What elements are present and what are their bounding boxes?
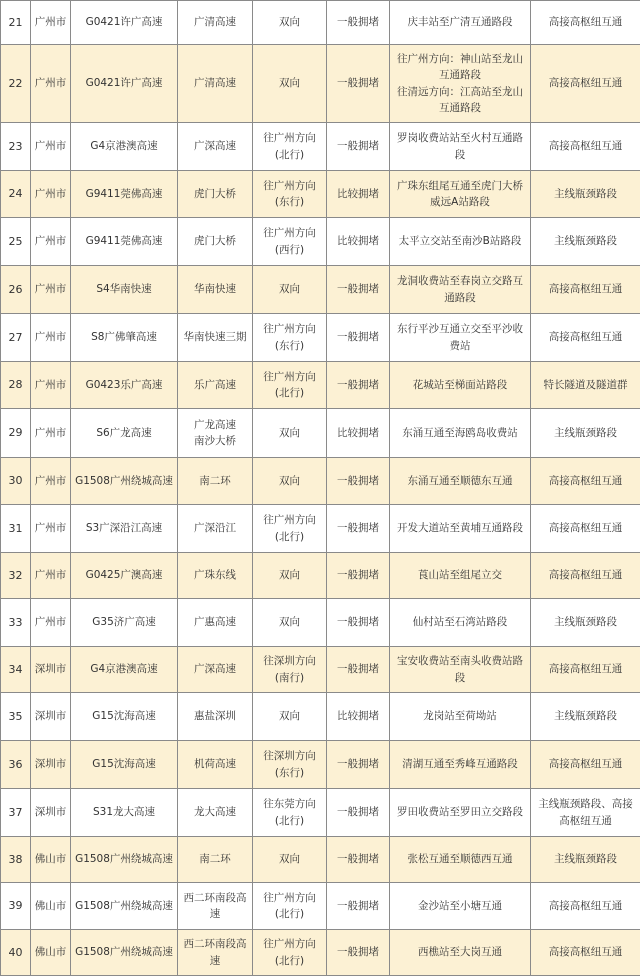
table-row bbox=[1, 741, 640, 789]
table-row bbox=[1, 930, 640, 976]
node-type-cell: 高接高枢纽互通 bbox=[531, 553, 640, 599]
location-cell: 开发大道站至黄埔互通路段 bbox=[390, 505, 531, 553]
node-type-cell: 主线瓶颈路段 bbox=[531, 171, 640, 218]
congestion-level-cell: 一般拥堵 bbox=[327, 505, 390, 553]
row-number: 33 bbox=[1, 599, 31, 647]
node-type-cell: 高接高枢纽互通 bbox=[531, 883, 640, 930]
city-cell: 佛山市 bbox=[31, 883, 71, 930]
table-row bbox=[1, 362, 640, 409]
row-number: 21 bbox=[1, 1, 31, 45]
node-type-cell: 高接高枢纽互通 bbox=[531, 930, 640, 976]
city-cell: 广州市 bbox=[31, 314, 71, 362]
city-cell: 广州市 bbox=[31, 409, 71, 458]
section-name-cell: 惠盐深圳 bbox=[178, 693, 253, 741]
direction-cell: 双向 bbox=[253, 599, 327, 647]
congestion-level-cell: 比较拥堵 bbox=[327, 171, 390, 218]
road-name-cell: S31龙大高速 bbox=[71, 789, 178, 837]
table-row bbox=[1, 266, 640, 314]
location-cell: 东涌互通至海鸥岛收费站 bbox=[390, 409, 531, 458]
direction-cell: 往广州方向 (东行) bbox=[253, 171, 327, 218]
table-row bbox=[1, 409, 640, 458]
road-name-cell: G15沈海高速 bbox=[71, 693, 178, 741]
road-name-cell: S4华南快速 bbox=[71, 266, 178, 314]
direction-cell: 往深圳方向 (南行) bbox=[253, 647, 327, 693]
location-cell: 龙岗站至荷坳站 bbox=[390, 693, 531, 741]
congestion-level-cell: 一般拥堵 bbox=[327, 314, 390, 362]
road-name-cell: G0423乐广高速 bbox=[71, 362, 178, 409]
section-name-cell: 虎门大桥 bbox=[178, 171, 253, 218]
road-name-cell: G0421许广高速 bbox=[71, 45, 178, 123]
section-name-cell: 广清高速 bbox=[178, 45, 253, 123]
direction-cell: 往广州方向 (北行) bbox=[253, 930, 327, 976]
section-name-cell: 南二环 bbox=[178, 837, 253, 883]
node-type-cell: 高接高枢纽互通 bbox=[531, 647, 640, 693]
row-number: 35 bbox=[1, 693, 31, 741]
location-cell: 罗岗收费站站至火村互通路段 bbox=[390, 123, 531, 171]
section-name-cell: 广惠高速 bbox=[178, 599, 253, 647]
congestion-level-cell: 一般拥堵 bbox=[327, 741, 390, 789]
section-name-cell: 西二环南段高速 bbox=[178, 883, 253, 930]
section-name-cell: 华南快速 bbox=[178, 266, 253, 314]
road-name-cell: G0421许广高速 bbox=[71, 1, 178, 45]
row-number: 38 bbox=[1, 837, 31, 883]
section-name-cell: 南二环 bbox=[178, 458, 253, 505]
table-row bbox=[1, 693, 640, 741]
city-cell: 广州市 bbox=[31, 218, 71, 266]
city-cell: 广州市 bbox=[31, 458, 71, 505]
direction-cell: 往深圳方向 (东行) bbox=[253, 741, 327, 789]
road-name-cell: G1508广州绕城高速 bbox=[71, 883, 178, 930]
congestion-level-cell: 比较拥堵 bbox=[327, 693, 390, 741]
location-cell: 仙村站至石湾站路段 bbox=[390, 599, 531, 647]
row-number: 40 bbox=[1, 930, 31, 976]
city-cell: 广州市 bbox=[31, 505, 71, 553]
congestion-level-cell: 一般拥堵 bbox=[327, 45, 390, 123]
congestion-level-cell: 一般拥堵 bbox=[327, 930, 390, 976]
city-cell: 广州市 bbox=[31, 123, 71, 171]
row-number: 24 bbox=[1, 171, 31, 218]
location-cell: 金沙站至小塘互通 bbox=[390, 883, 531, 930]
road-name-cell: G0425广澳高速 bbox=[71, 553, 178, 599]
row-number: 29 bbox=[1, 409, 31, 458]
node-type-cell: 高接高枢纽互通 bbox=[531, 458, 640, 505]
direction-cell: 往广州方向 (北行) bbox=[253, 362, 327, 409]
row-number: 31 bbox=[1, 505, 31, 553]
node-type-cell: 高接高枢纽互通 bbox=[531, 1, 640, 45]
section-name-cell: 龙大高速 bbox=[178, 789, 253, 837]
congestion-level-cell: 一般拥堵 bbox=[327, 789, 390, 837]
direction-cell: 双向 bbox=[253, 693, 327, 741]
section-name-cell: 广深高速 bbox=[178, 647, 253, 693]
table-row bbox=[1, 123, 640, 171]
node-type-cell: 主线瓶颈路段 bbox=[531, 599, 640, 647]
road-name-cell: S3广深沿江高速 bbox=[71, 505, 178, 553]
city-cell: 佛山市 bbox=[31, 837, 71, 883]
table-row bbox=[1, 599, 640, 647]
section-name-cell: 广深高速 bbox=[178, 123, 253, 171]
row-number: 34 bbox=[1, 647, 31, 693]
row-number: 32 bbox=[1, 553, 31, 599]
table-row bbox=[1, 314, 640, 362]
congestion-level-cell: 一般拥堵 bbox=[327, 266, 390, 314]
location-cell: 庆丰站至广清互通路段 bbox=[390, 1, 531, 45]
table-row bbox=[1, 647, 640, 693]
location-cell: 广珠东组尾互通至虎门大桥威远A站路段 bbox=[390, 171, 531, 218]
node-type-cell: 特长隧道及隧道群 bbox=[531, 362, 640, 409]
table-row bbox=[1, 789, 640, 837]
direction-cell: 双向 bbox=[253, 409, 327, 458]
congestion-level-cell: 一般拥堵 bbox=[327, 599, 390, 647]
city-cell: 广州市 bbox=[31, 553, 71, 599]
location-cell: 花城站至梯面站路段 bbox=[390, 362, 531, 409]
direction-cell: 双向 bbox=[253, 837, 327, 883]
road-name-cell: G15沈海高速 bbox=[71, 741, 178, 789]
city-cell: 广州市 bbox=[31, 362, 71, 409]
node-type-cell: 高接高枢纽互通 bbox=[531, 505, 640, 553]
row-number: 36 bbox=[1, 741, 31, 789]
section-name-cell: 广龙高速 南沙大桥 bbox=[178, 409, 253, 458]
row-number: 37 bbox=[1, 789, 31, 837]
congestion-level-cell: 一般拥堵 bbox=[327, 883, 390, 930]
location-cell: 龙洞收费站至春岗立交路互通路段 bbox=[390, 266, 531, 314]
table-row bbox=[1, 171, 640, 218]
location-cell: 张松互通至顺德西互通 bbox=[390, 837, 531, 883]
row-number: 26 bbox=[1, 266, 31, 314]
location-cell: 西樵站至大岗互通 bbox=[390, 930, 531, 976]
road-name-cell: G4京港澳高速 bbox=[71, 647, 178, 693]
city-cell: 深圳市 bbox=[31, 693, 71, 741]
congestion-level-cell: 一般拥堵 bbox=[327, 1, 390, 45]
node-type-cell: 主线瓶颈路段、高接高枢纽互通 bbox=[531, 789, 640, 837]
congestion-level-cell: 一般拥堵 bbox=[327, 553, 390, 599]
table-row bbox=[1, 505, 640, 553]
city-cell: 广州市 bbox=[31, 45, 71, 123]
road-name-cell: G1508广州绕城高速 bbox=[71, 930, 178, 976]
direction-cell: 往广州方向 (西行) bbox=[253, 218, 327, 266]
location-cell: 罗田收费站至罗田立交路段 bbox=[390, 789, 531, 837]
road-name-cell: G4京港澳高速 bbox=[71, 123, 178, 171]
congestion-level-cell: 比较拥堵 bbox=[327, 409, 390, 458]
table-row bbox=[1, 218, 640, 266]
direction-cell: 往广州方向 (北行) bbox=[253, 123, 327, 171]
city-cell: 广州市 bbox=[31, 599, 71, 647]
row-number: 27 bbox=[1, 314, 31, 362]
section-name-cell: 广珠东线 bbox=[178, 553, 253, 599]
city-cell: 广州市 bbox=[31, 1, 71, 45]
row-number: 25 bbox=[1, 218, 31, 266]
direction-cell: 往东莞方向 (北行) bbox=[253, 789, 327, 837]
road-name-cell: G9411莞佛高速 bbox=[71, 218, 178, 266]
location-cell: 东涌互通至顺德东互通 bbox=[390, 458, 531, 505]
road-name-cell: S6广龙高速 bbox=[71, 409, 178, 458]
direction-cell: 双向 bbox=[253, 458, 327, 505]
row-number: 39 bbox=[1, 883, 31, 930]
congestion-level-cell: 一般拥堵 bbox=[327, 837, 390, 883]
location-cell: 往广州方向：神山站至龙山互通路段 往清远方向：江高站至龙山互通路段 bbox=[390, 45, 531, 123]
city-cell: 深圳市 bbox=[31, 789, 71, 837]
congestion-level-cell: 比较拥堵 bbox=[327, 218, 390, 266]
direction-cell: 双向 bbox=[253, 266, 327, 314]
road-name-cell: G9411莞佛高速 bbox=[71, 171, 178, 218]
row-number: 30 bbox=[1, 458, 31, 505]
location-cell: 清湖互通至秀峰互通路段 bbox=[390, 741, 531, 789]
congestion-level-cell: 一般拥堵 bbox=[327, 647, 390, 693]
location-cell: 太平立交站至南沙B站路段 bbox=[390, 218, 531, 266]
congestion-level-cell: 一般拥堵 bbox=[327, 458, 390, 505]
node-type-cell: 主线瓶颈路段 bbox=[531, 218, 640, 266]
section-name-cell: 虎门大桥 bbox=[178, 218, 253, 266]
road-name-cell: G35济广高速 bbox=[71, 599, 178, 647]
node-type-cell: 主线瓶颈路段 bbox=[531, 837, 640, 883]
node-type-cell: 主线瓶颈路段 bbox=[531, 693, 640, 741]
row-number: 28 bbox=[1, 362, 31, 409]
direction-cell: 双向 bbox=[253, 45, 327, 123]
table-row bbox=[1, 458, 640, 505]
section-name-cell: 乐广高速 bbox=[178, 362, 253, 409]
road-name-cell: G1508广州绕城高速 bbox=[71, 837, 178, 883]
node-type-cell: 主线瓶颈路段 bbox=[531, 409, 640, 458]
city-cell: 广州市 bbox=[31, 266, 71, 314]
section-name-cell: 广清高速 bbox=[178, 1, 253, 45]
node-type-cell: 高接高枢纽互通 bbox=[531, 123, 640, 171]
node-type-cell: 高接高枢纽互通 bbox=[531, 45, 640, 123]
row-number: 22 bbox=[1, 45, 31, 123]
congestion-level-cell: 一般拥堵 bbox=[327, 123, 390, 171]
direction-cell: 往广州方向 (北行) bbox=[253, 505, 327, 553]
city-cell: 深圳市 bbox=[31, 647, 71, 693]
row-number: 23 bbox=[1, 123, 31, 171]
table-row bbox=[1, 837, 640, 883]
section-name-cell: 西二环南段高速 bbox=[178, 930, 253, 976]
city-cell: 佛山市 bbox=[31, 930, 71, 976]
location-cell: 东行平沙互通立交至平沙收费站 bbox=[390, 314, 531, 362]
city-cell: 广州市 bbox=[31, 171, 71, 218]
table-row bbox=[1, 45, 640, 123]
table-body bbox=[1, 1, 640, 976]
node-type-cell: 高接高枢纽互通 bbox=[531, 314, 640, 362]
direction-cell: 双向 bbox=[253, 1, 327, 45]
node-type-cell: 高接高枢纽互通 bbox=[531, 266, 640, 314]
road-name-cell: S8广佛肇高速 bbox=[71, 314, 178, 362]
city-cell: 深圳市 bbox=[31, 741, 71, 789]
table-row bbox=[1, 1, 640, 45]
congestion-level-cell: 一般拥堵 bbox=[327, 362, 390, 409]
direction-cell: 双向 bbox=[253, 553, 327, 599]
node-type-cell: 高接高枢纽互通 bbox=[531, 741, 640, 789]
direction-cell: 往广州方向 (东行) bbox=[253, 314, 327, 362]
direction-cell: 往广州方向 (北行) bbox=[253, 883, 327, 930]
section-name-cell: 华南快速三期 bbox=[178, 314, 253, 362]
section-name-cell: 广深沿江 bbox=[178, 505, 253, 553]
section-name-cell: 机荷高速 bbox=[178, 741, 253, 789]
road-name-cell: G1508广州绕城高速 bbox=[71, 458, 178, 505]
location-cell: 莨山站至组尾立交 bbox=[390, 553, 531, 599]
table-row bbox=[1, 553, 640, 599]
table-row bbox=[1, 883, 640, 930]
location-cell: 宝安收费站至南头收费站路段 bbox=[390, 647, 531, 693]
